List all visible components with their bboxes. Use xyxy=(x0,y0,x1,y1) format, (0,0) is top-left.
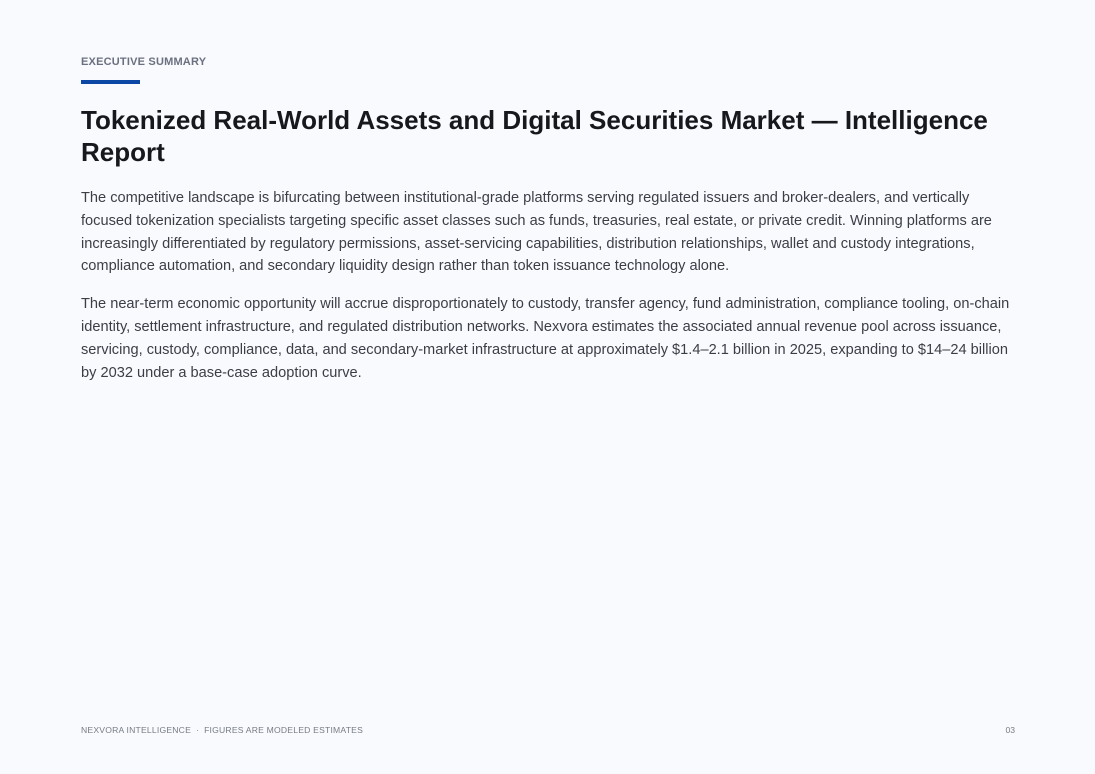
summary-paragraph-2: The near-term economic opportunity will accrue disproportionately to custody, transfer agency, fund administration, compliance tooling, on-chain identity, settlement infrastructure, and regulated distribution networks. Nexvora estimates the associated annual revenue pool across issuance, servicing, custody, compliance, data, and secondary-market infrastructure at approximately $1.4–2.1 billion in 2025, expanding to $14–24 billion by 2032 under a base-case adoption curve. xyxy=(81,296,1010,381)
footer-note: FIGURES ARE MODELED ESTIMATES xyxy=(204,725,364,735)
section-eyebrow: EXECUTIVE SUMMARY xyxy=(81,56,207,68)
page-number: 03 xyxy=(1005,725,1015,735)
page-title: Tokenized Real-World Assets and Digital Securities Market — Intelligence Report xyxy=(81,105,988,167)
summary-body xyxy=(81,187,1015,399)
report-page xyxy=(81,0,1015,774)
footer-brand: NEXVORA INTELLIGENCE xyxy=(81,725,192,735)
accent-bar xyxy=(81,80,140,84)
footer-separator: · xyxy=(196,725,200,735)
summary-paragraph-1: The competitive landscape is bifurcating between institutional-grade platforms serving regulated issuers and broker-dealers, and vertically focused tokenization specialists targeting specific asset classes such as funds, treasuries, real estate, or private credit. Winning platforms are increasingly differentiated by regulatory permissions, asset-servicing capabilities, distribution relationships, wallet and custody integrations, compliance automation, and secondary liquidity design rather than token issuance technology alone. xyxy=(81,190,992,275)
footer-left xyxy=(81,725,363,735)
